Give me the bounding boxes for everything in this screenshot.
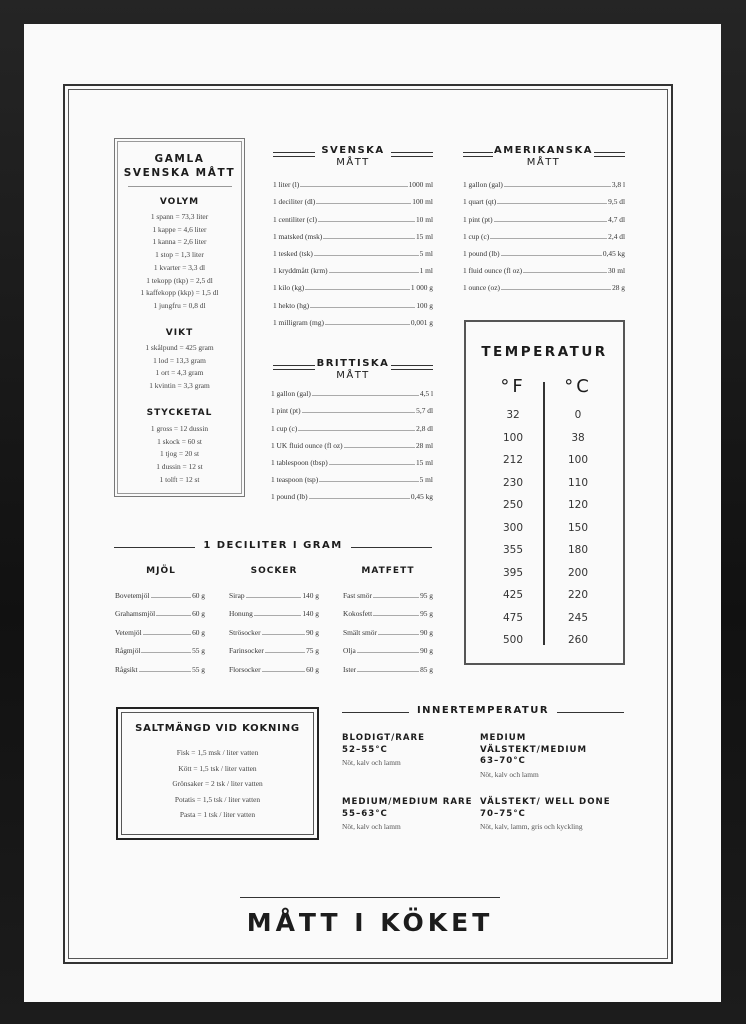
matfett-heading: MATFETT: [361, 566, 415, 576]
amerikanska-rule-left: [463, 152, 493, 157]
row-label: 1 kryddmått (krm): [273, 266, 328, 276]
row-value: 2,4 dl: [608, 231, 625, 241]
table-row: [343, 637, 433, 656]
mjol-table: [115, 581, 205, 674]
row-leader: [300, 186, 407, 187]
row-leader: [265, 652, 305, 653]
row-value: 1 000 g: [410, 283, 433, 293]
row-leader: [246, 597, 302, 598]
row-leader: [139, 671, 191, 672]
row-leader: [329, 272, 419, 273]
row-value: 5,7 dl: [416, 406, 433, 416]
row-label: 1 quart (qt): [463, 197, 497, 207]
table-row: [271, 398, 433, 415]
amerikanska-rule-right: [594, 152, 625, 157]
mjol-heading: MJÖL: [146, 566, 176, 576]
row-leader: [310, 307, 415, 308]
row-value: 10 ml: [415, 214, 433, 224]
row-label: Farinsocker: [229, 646, 264, 655]
amerikanska-title-line2: MÅTT: [526, 157, 561, 168]
row-value: 60 g: [192, 627, 205, 637]
celsius-value: 150: [567, 521, 589, 534]
row-leader: [329, 464, 415, 465]
row-value: 28 g: [612, 283, 625, 293]
inner-item-heading: VÄLSTEKT/ WELL DONE: [480, 797, 611, 807]
row-value: 85 g: [420, 664, 433, 674]
celsius-value: 200: [567, 566, 589, 579]
row-label: 1 cup (c): [463, 231, 490, 241]
row-value: 0,45 kg: [602, 248, 625, 258]
row-label: 1 pint (pt): [463, 214, 493, 224]
celsius-value: 110: [567, 476, 589, 489]
row-leader: [314, 255, 419, 256]
list-item: Pasta = 1 tsk / liter vatten: [179, 810, 256, 819]
row-value: 1000 ml: [408, 180, 433, 190]
row-value: 55 g: [192, 664, 205, 674]
table-row: [463, 241, 625, 258]
row-leader: [357, 671, 419, 672]
row-value: 75 g: [306, 646, 319, 655]
amerikanska-title: [493, 145, 594, 169]
stycketal-list: [114, 423, 245, 487]
row-leader: [501, 289, 611, 290]
innertemperatur-title: [342, 705, 624, 716]
fahrenheit-value: 475: [502, 611, 524, 624]
inner-item-heading: BLODIGT/RARE: [342, 733, 426, 743]
table-row: [229, 637, 319, 656]
row-leader: [373, 615, 419, 616]
row-label: 1 hekto (hg): [273, 300, 310, 310]
table-row: [271, 381, 433, 398]
brittiska-title-line1: BRITTISKA: [316, 358, 390, 369]
svenska-rule-left: [273, 152, 315, 157]
fahrenheit-value: 500: [502, 634, 524, 646]
matfett-table: [343, 581, 433, 674]
inner-item-desc: Nöt, kalv, lamm, gris och kyckling: [480, 822, 583, 831]
table-row: [271, 433, 433, 450]
inner-item-medium: [480, 733, 630, 779]
row-leader: [494, 221, 608, 222]
deciliter-title: [114, 540, 432, 551]
temperatur-divider: [543, 382, 545, 645]
row-leader: [298, 430, 415, 431]
table-row: [463, 275, 625, 292]
row-leader: [325, 324, 410, 325]
brittiska-table: [271, 381, 433, 501]
celsius-value: 120: [567, 499, 589, 511]
fahrenheit-value: 250: [502, 499, 524, 511]
list-item: 1 kvintin = 3,3 gram: [149, 381, 210, 391]
row-value: 95 g: [420, 609, 433, 618]
row-leader: [523, 272, 607, 273]
row-value: 9,5 dl: [608, 197, 625, 207]
svenska-title: [315, 145, 391, 169]
list-item: 1 gross = 12 dussin: [150, 424, 209, 433]
list-item: 1 tekopp (tkp) = 2,5 dl: [146, 275, 213, 285]
row-value: 30 ml: [607, 266, 625, 276]
row-value: 1 ml: [419, 266, 433, 276]
table-row: [115, 637, 205, 656]
list-item: 1 jungfru = 0,8 dl: [153, 300, 206, 310]
amerikanska-title-line1: AMERIKANSKA: [494, 145, 593, 156]
svenska-rule-right: [391, 152, 433, 157]
row-value: 90 g: [420, 646, 433, 655]
inner-item-temp: 70–75°C: [480, 808, 526, 819]
row-value: 28 ml: [415, 440, 433, 450]
svenska-title-line1: SVENSKA: [321, 145, 385, 156]
row-value: 140 g: [302, 609, 319, 618]
row-value: 100 g: [416, 300, 433, 310]
row-leader: [141, 652, 191, 653]
fahrenheit-value: 395: [502, 566, 524, 579]
stycketal-heading: STYCKETAL: [146, 408, 213, 418]
row-value: 4,7 dl: [608, 214, 625, 224]
table-row: [115, 655, 205, 674]
row-label: 1 centiliter (cl): [273, 214, 317, 224]
table-row: [463, 172, 625, 189]
list-item: 1 skålpund = 425 gram: [145, 343, 214, 352]
vikt-heading: VIKT: [165, 328, 194, 338]
list-item: 1 ort = 4,3 gram: [155, 368, 204, 378]
row-leader: [302, 412, 416, 413]
row-value: 3,8 l: [611, 180, 625, 190]
row-leader: [501, 255, 602, 256]
row-leader: [309, 498, 410, 499]
brittiska-rule-right: [391, 365, 433, 370]
inner-item-heading: MEDIUM/MEDIUM RARE: [342, 797, 473, 807]
row-label: Honung: [229, 609, 253, 618]
fahrenheit-heading: °F: [500, 376, 526, 397]
list-item: 1 stop = 1,3 liter: [155, 250, 204, 260]
list-item: 1 kanna = 2,6 liter: [152, 237, 207, 247]
row-label: Rågmjöl: [115, 646, 141, 655]
table-row: [229, 618, 319, 637]
table-row: [463, 258, 625, 275]
row-value: 60 g: [192, 590, 205, 600]
row-leader: [490, 238, 607, 239]
row-value: 90 g: [420, 627, 433, 637]
table-row: [463, 206, 625, 223]
row-label: Olja: [343, 646, 356, 655]
inner-item-temp: 52–55°C: [342, 744, 388, 755]
table-row: [229, 581, 319, 600]
fahrenheit-column: [483, 404, 543, 652]
row-label: Strösocker: [229, 627, 261, 637]
row-leader: [497, 203, 607, 204]
row-leader: [254, 615, 302, 616]
list-item: 1 spann = 73,3 liter: [150, 212, 209, 221]
row-label: 1 ounce (oz): [463, 283, 500, 293]
row-label: 1 pint (pt): [271, 406, 301, 416]
salt-title: SALTMÄNGD VID KOKNING: [135, 723, 300, 734]
row-label: Grahamsmjöl: [115, 609, 156, 618]
row-label: 1 gallon (gal): [271, 389, 311, 399]
row-label: 1 kilo (kg): [273, 283, 305, 293]
row-value: 4,5 l: [419, 389, 433, 399]
fahrenheit-value: 230: [502, 476, 524, 489]
inner-item-desc: Nöt, kalv och lamm: [342, 822, 401, 831]
row-value: 0,001 g: [410, 317, 433, 327]
table-row: [273, 292, 433, 309]
row-value: 60 g: [306, 664, 319, 674]
fahrenheit-value: 425: [502, 589, 524, 601]
list-item: Potatis = 1,5 tsk / liter vatten: [174, 794, 261, 804]
row-leader: [373, 597, 419, 598]
celsius-value: 0: [574, 409, 582, 421]
row-label: 1 teaspoon (tsp): [271, 475, 319, 485]
table-row: [463, 224, 625, 241]
row-value: 100 ml: [412, 197, 433, 207]
row-label: Kokosfett: [343, 609, 373, 618]
fahrenheit-value: 100: [502, 431, 524, 444]
row-label: Ister: [343, 664, 357, 674]
table-row: [343, 655, 433, 674]
table-row: [343, 581, 433, 600]
table-row: [115, 600, 205, 619]
svenska-table: [273, 172, 433, 327]
row-label: 1 tesked (tsk): [273, 248, 313, 258]
gamla-divider: [128, 186, 232, 187]
brittiska-title: [315, 358, 391, 382]
table-row: [271, 415, 433, 432]
inner-item-temp: 63–70°C: [480, 756, 526, 766]
volym-heading: VOLYM: [159, 197, 200, 207]
celsius-value: 245: [567, 611, 589, 624]
main-title-rule: [240, 897, 500, 898]
row-label: Vetemjöl: [115, 627, 142, 637]
inner-item-desc: Nöt, kalv och lamm: [342, 758, 401, 767]
row-leader: [344, 447, 415, 448]
fahrenheit-value: 212: [502, 454, 524, 466]
row-value: 95 g: [420, 590, 433, 600]
row-label: Fast smör: [343, 590, 372, 600]
table-row: [271, 484, 433, 501]
row-value: 60 g: [192, 609, 205, 618]
table-row: [229, 655, 319, 674]
list-item: 1 skock = 60 st: [157, 436, 202, 446]
table-row: [343, 600, 433, 619]
row-label: 1 tablespoon (tbsp): [271, 457, 328, 467]
row-leader: [319, 481, 418, 482]
row-leader: [318, 221, 415, 222]
brittiska-title-line2: MÅTT: [336, 370, 370, 381]
gamla-title-line2: SVENSKA MÅTT: [123, 167, 236, 179]
inner-item-desc: Nöt, kalv och lamm: [480, 769, 539, 779]
table-row: [463, 189, 625, 206]
celsius-value: 220: [567, 589, 589, 601]
salt-list: [116, 745, 319, 823]
brittiska-rule-left: [273, 365, 315, 370]
row-label: Smält smör: [343, 627, 377, 637]
row-label: 1 fluid ounce (fl oz): [463, 266, 523, 276]
volym-list: [114, 211, 245, 313]
celsius-value: 260: [567, 634, 589, 646]
page-title: MÅTT I KÖKET: [246, 908, 494, 937]
row-value: 140 g: [302, 590, 319, 600]
row-value: 0,45 kg: [410, 492, 433, 502]
row-value: 5 ml: [419, 475, 433, 485]
row-leader: [305, 289, 410, 290]
fahrenheit-value: 300: [502, 521, 524, 534]
table-row: [273, 172, 433, 189]
table-row: [271, 450, 433, 467]
vikt-list: [114, 342, 245, 393]
row-leader: [143, 634, 191, 635]
table-row: [115, 581, 205, 600]
row-value: 15 ml: [415, 457, 433, 467]
row-leader: [378, 634, 419, 635]
amerikanska-table: [463, 172, 625, 292]
table-row: [273, 241, 433, 258]
list-item: 1 tolft = 12 st: [159, 474, 200, 484]
row-value: 55 g: [192, 646, 205, 655]
row-label: 1 liter (l): [273, 180, 300, 190]
fahrenheit-value: 355: [502, 544, 524, 556]
row-value: 90 g: [306, 627, 319, 637]
row-label: 1 deciliter (dl): [273, 197, 316, 207]
table-row: [273, 275, 433, 292]
list-item: 1 kaffekopp (kkp) = 1,5 dl: [140, 288, 219, 298]
table-row: [343, 618, 433, 637]
inner-item-heading: MEDIUM VÄLSTEKT/MEDIUM: [480, 733, 588, 755]
row-label: 1 pound (lb): [271, 492, 308, 502]
row-value: 15 ml: [415, 231, 433, 241]
list-item: Kött = 1,5 tsk / liter vatten: [178, 763, 257, 773]
row-leader: [262, 634, 305, 635]
celsius-value: 38: [571, 431, 585, 444]
row-label: 1 gallon (gal): [463, 180, 503, 190]
svenska-title-line2: MÅTT: [336, 157, 370, 168]
row-leader: [316, 203, 411, 204]
row-label: 1 cup (c): [271, 423, 298, 433]
row-leader: [323, 238, 415, 239]
table-row: [273, 258, 433, 275]
row-leader: [357, 652, 419, 653]
temperatur-title: TEMPERATUR: [481, 344, 608, 360]
innertemperatur-title-text: INNERTEMPERATUR: [409, 705, 557, 716]
row-leader: [151, 597, 192, 598]
list-item: 1 tjog = 20 st: [159, 449, 200, 459]
deciliter-title-text: 1 DECILITER I GRAM: [195, 540, 350, 551]
list-item: Grönsaker = 2 tsk / liter vatten: [172, 779, 263, 788]
row-leader: [504, 186, 611, 187]
table-row: [115, 618, 205, 637]
list-item: 1 dussin = 12 st: [156, 462, 203, 472]
inner-item-temp: 55–63°C: [342, 808, 388, 819]
inner-item-rare: [342, 733, 492, 767]
row-label: Rågsikt: [115, 664, 138, 674]
table-row: [273, 310, 433, 327]
table-row: [271, 467, 433, 484]
table-row: [273, 206, 433, 223]
celsius-heading: °C: [564, 376, 592, 397]
row-label: 1 milligram (mg): [273, 317, 324, 327]
inner-item-medium-rare: [342, 797, 492, 831]
socker-heading: SOCKER: [250, 566, 298, 576]
gamla-title: [114, 152, 245, 180]
row-label: 1 UK fluid ounce (fl oz): [271, 440, 343, 450]
row-value: 5 ml: [419, 248, 433, 258]
table-row: [229, 600, 319, 619]
celsius-value: 180: [567, 544, 589, 556]
row-label: 1 pound (lb): [463, 248, 500, 258]
table-row: [273, 189, 433, 206]
row-label: 1 matsked (msk): [273, 231, 323, 241]
inner-item-well-done: [480, 797, 630, 831]
gamla-title-line1: GAMLA: [154, 153, 205, 165]
row-leader: [312, 395, 419, 396]
list-item: 1 kappe = 4,6 liter: [152, 224, 207, 234]
row-label: Bovetemjöl: [115, 590, 150, 600]
row-label: Florsocker: [229, 664, 261, 674]
row-leader: [156, 615, 191, 616]
row-value: 2,8 dl: [416, 423, 433, 433]
row-leader: [262, 671, 305, 672]
socker-table: [229, 581, 319, 674]
table-row: [273, 224, 433, 241]
list-item: Fisk = 1,5 msk / liter vatten: [176, 748, 259, 757]
row-label: Sirap: [229, 590, 245, 600]
list-item: 1 lod = 13,3 gram: [153, 355, 206, 365]
list-item: 1 kvarter = 3,3 dl: [153, 262, 206, 272]
celsius-column: [548, 404, 608, 652]
fahrenheit-value: 32: [506, 409, 520, 421]
celsius-value: 100: [567, 454, 589, 466]
